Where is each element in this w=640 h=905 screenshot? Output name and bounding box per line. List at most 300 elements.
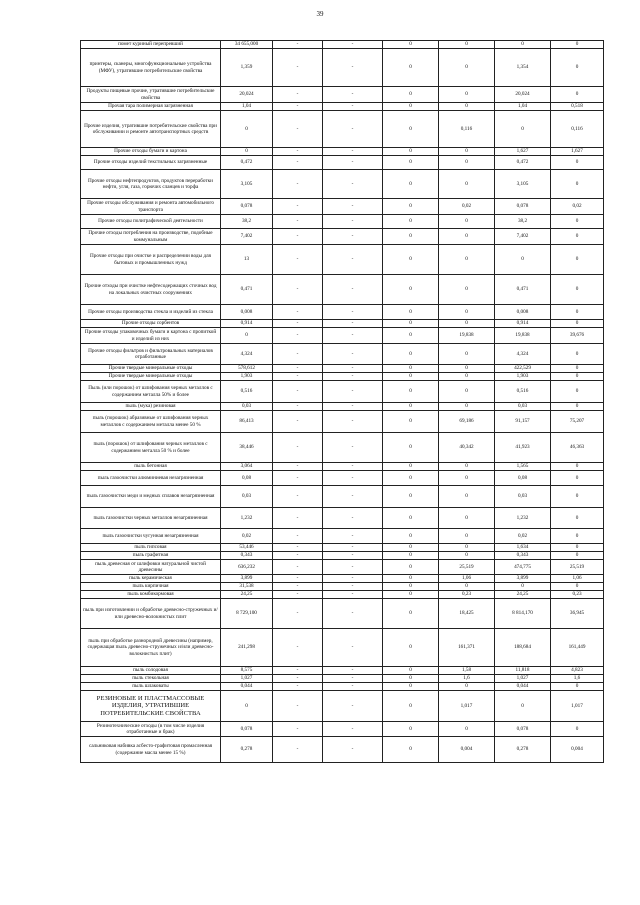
value-cell: - bbox=[323, 508, 383, 529]
value-cell: 0 bbox=[383, 583, 439, 591]
value-cell: 0 bbox=[383, 245, 439, 275]
value-cell: 91,157 bbox=[495, 411, 551, 433]
value-cell: - bbox=[323, 320, 383, 328]
value-cell: 0,471 bbox=[221, 275, 273, 305]
waste-name-cell: Пыль (или порошок) от шлифования черных металлов с содержанием металла 50% и более bbox=[81, 381, 221, 403]
value-cell: 0 bbox=[383, 373, 439, 381]
value-cell: 0 bbox=[439, 87, 495, 103]
value-cell: 24,25 bbox=[495, 591, 551, 599]
value-cell: - bbox=[273, 486, 323, 508]
value-cell: - bbox=[273, 41, 323, 49]
value-cell: 0,471 bbox=[495, 275, 551, 305]
value-cell: - bbox=[273, 381, 323, 403]
value-cell: - bbox=[323, 103, 383, 111]
value-cell: 1,04 bbox=[221, 103, 273, 111]
table-row bbox=[81, 486, 604, 508]
value-cell: 188,684 bbox=[495, 629, 551, 667]
value-cell: 0 bbox=[439, 365, 495, 373]
value-cell: 0 bbox=[439, 529, 495, 544]
table-row bbox=[81, 599, 604, 629]
waste-name-cell: пыль при изготовлении и обработке древесно-стружечных и/или древесно-волокнистых плит bbox=[81, 599, 221, 629]
value-cell: 0 bbox=[551, 508, 604, 529]
value-cell: 0,008 bbox=[221, 305, 273, 320]
value-cell: 1,903 bbox=[495, 373, 551, 381]
value-cell: - bbox=[323, 552, 383, 560]
value-cell: 1,06 bbox=[439, 575, 495, 583]
waste-name-cell: пыль (порошок) от шлифования черных металлов с содержанием металла 50 % и более bbox=[81, 433, 221, 463]
value-cell: 422,529 bbox=[495, 365, 551, 373]
value-cell: 0 bbox=[551, 552, 604, 560]
value-cell: 24,25 bbox=[221, 591, 273, 599]
value-cell: - bbox=[323, 591, 383, 599]
value-cell: 0,23 bbox=[439, 591, 495, 599]
value-cell: 41,923 bbox=[495, 433, 551, 463]
table-row bbox=[81, 215, 604, 229]
value-cell: 0 bbox=[383, 508, 439, 529]
value-cell: 4,823 bbox=[551, 667, 604, 675]
value-cell: 1,903 bbox=[221, 373, 273, 381]
page-number: 39 bbox=[316, 10, 324, 18]
value-cell: 0 bbox=[495, 583, 551, 591]
waste-name-cell: пыль древесная от шлифовки натуральной чистой древесины bbox=[81, 560, 221, 575]
table-row bbox=[81, 591, 604, 599]
waste-name-cell: пыль гипсовая bbox=[81, 544, 221, 552]
waste-name-cell: пыль (порошок) абразивные от шлифования черных металлов с содержанием металла менее 50 % bbox=[81, 411, 221, 433]
value-cell: - bbox=[323, 111, 383, 148]
value-cell: 0 bbox=[439, 722, 495, 737]
value-cell: 474,775 bbox=[495, 560, 551, 575]
value-cell: - bbox=[323, 229, 383, 245]
value-cell: 0 bbox=[551, 544, 604, 552]
value-cell: 0,343 bbox=[495, 552, 551, 560]
value-cell: 0,08 bbox=[221, 471, 273, 486]
table-row bbox=[81, 344, 604, 365]
value-cell: - bbox=[323, 381, 383, 403]
value-cell: 7,402 bbox=[495, 229, 551, 245]
value-cell: 0 bbox=[439, 344, 495, 365]
value-cell: 40,342 bbox=[439, 433, 495, 463]
table-row bbox=[81, 471, 604, 486]
value-cell: - bbox=[323, 156, 383, 170]
value-cell: 20,024 bbox=[221, 87, 273, 103]
value-cell: - bbox=[323, 583, 383, 591]
value-cell: 0,02 bbox=[439, 199, 495, 215]
value-cell: - bbox=[323, 411, 383, 433]
value-cell: 53,446 bbox=[221, 544, 273, 552]
value-cell: 0 bbox=[551, 722, 604, 737]
value-cell: 0 bbox=[551, 683, 604, 691]
value-cell: 0 bbox=[551, 49, 604, 87]
value-cell: 0,02 bbox=[221, 529, 273, 544]
table-row bbox=[81, 683, 604, 691]
value-cell: 0 bbox=[383, 675, 439, 683]
value-cell: 0 bbox=[551, 365, 604, 373]
value-cell: 4,324 bbox=[221, 344, 273, 365]
value-cell: 4,324 bbox=[495, 344, 551, 365]
table-row bbox=[81, 529, 604, 544]
value-cell: 0 bbox=[439, 103, 495, 111]
value-cell: 1,232 bbox=[495, 508, 551, 529]
waste-name-cell: пыль бетонная bbox=[81, 463, 221, 471]
table-row bbox=[81, 433, 604, 463]
table-row bbox=[81, 373, 604, 381]
table-row bbox=[81, 667, 604, 675]
table-row bbox=[81, 148, 604, 156]
value-cell: 0 bbox=[439, 463, 495, 471]
value-cell: 0 bbox=[439, 215, 495, 229]
value-cell: 0 bbox=[495, 111, 551, 148]
value-cell: 0 bbox=[439, 156, 495, 170]
value-cell: 11,818 bbox=[495, 667, 551, 675]
value-cell: 0 bbox=[551, 471, 604, 486]
value-cell: 0 bbox=[439, 170, 495, 199]
value-cell: 46,363 bbox=[551, 433, 604, 463]
value-cell: 0,044 bbox=[495, 683, 551, 691]
value-cell: 0 bbox=[551, 245, 604, 275]
value-cell: - bbox=[273, 722, 323, 737]
value-cell: - bbox=[323, 599, 383, 629]
value-cell: - bbox=[273, 683, 323, 691]
value-cell: 0 bbox=[551, 87, 604, 103]
value-cell: 1,6 bbox=[439, 675, 495, 683]
value-cell: - bbox=[323, 215, 383, 229]
waste-name-cell: пыль графитная bbox=[81, 552, 221, 560]
value-cell: 25,519 bbox=[439, 560, 495, 575]
value-cell: - bbox=[273, 471, 323, 486]
value-cell: - bbox=[273, 275, 323, 305]
waste-name-cell: помет куриный перепревший bbox=[81, 41, 221, 49]
table-row bbox=[81, 305, 604, 320]
value-cell: 0 bbox=[383, 148, 439, 156]
table-row bbox=[81, 229, 604, 245]
value-cell: 161,449 bbox=[551, 629, 604, 667]
value-cell: - bbox=[273, 575, 323, 583]
value-cell: 0 bbox=[551, 275, 604, 305]
table-row bbox=[81, 156, 604, 170]
value-cell: 18,425 bbox=[439, 599, 495, 629]
value-cell: 0,472 bbox=[495, 156, 551, 170]
value-cell: - bbox=[323, 691, 383, 722]
value-cell: 0 bbox=[383, 629, 439, 667]
value-cell: 1,232 bbox=[221, 508, 273, 529]
value-cell: - bbox=[273, 215, 323, 229]
value-cell: 0,03 bbox=[495, 486, 551, 508]
value-cell: 0 bbox=[439, 583, 495, 591]
value-cell: - bbox=[323, 675, 383, 683]
waste-name-cell: Прочие твердые минеральные отходы bbox=[81, 365, 221, 373]
value-cell: 8,575 bbox=[221, 667, 273, 675]
value-cell: - bbox=[323, 433, 383, 463]
waste-name-cell: Прочие отходы при очистке нефтесодержащих сточных вод на локальных очистных сооружениях bbox=[81, 275, 221, 305]
value-cell: 19,838 bbox=[439, 328, 495, 344]
table-row bbox=[81, 87, 604, 103]
value-cell: 1,017 bbox=[439, 691, 495, 722]
waste-name-cell: Прочие отходы при очистке и распределении воды для бытовых и промышленных нужд bbox=[81, 245, 221, 275]
waste-name-cell: пыль шлаковаты bbox=[81, 683, 221, 691]
value-cell: 0 bbox=[383, 591, 439, 599]
value-cell: 0 bbox=[551, 215, 604, 229]
value-cell: - bbox=[273, 508, 323, 529]
value-cell: - bbox=[323, 463, 383, 471]
value-cell: 0 bbox=[439, 508, 495, 529]
value-cell: - bbox=[273, 320, 323, 328]
value-cell: 0,078 bbox=[495, 199, 551, 215]
value-cell: 0 bbox=[383, 463, 439, 471]
value-cell: 0,23 bbox=[551, 591, 604, 599]
table-row bbox=[81, 629, 604, 667]
table-row bbox=[81, 552, 604, 560]
value-cell: 38,2 bbox=[495, 215, 551, 229]
table-row bbox=[81, 411, 604, 433]
value-cell: 0,516 bbox=[221, 381, 273, 403]
value-cell: - bbox=[323, 544, 383, 552]
waste-name-cell: пыль кирпичная bbox=[81, 583, 221, 591]
value-cell: 3,899 bbox=[495, 575, 551, 583]
table-row bbox=[81, 508, 604, 529]
value-cell: 0 bbox=[383, 344, 439, 365]
value-cell: 0 bbox=[383, 560, 439, 575]
value-cell: - bbox=[323, 403, 383, 411]
table-row bbox=[81, 275, 604, 305]
value-cell: 13 bbox=[221, 245, 273, 275]
value-cell: 0 bbox=[383, 722, 439, 737]
value-cell: - bbox=[323, 328, 383, 344]
value-cell: 0 bbox=[383, 486, 439, 508]
value-cell: - bbox=[323, 41, 383, 49]
value-cell: - bbox=[273, 156, 323, 170]
value-cell: - bbox=[323, 486, 383, 508]
value-cell: 0,02 bbox=[551, 199, 604, 215]
value-cell: 1,58 bbox=[439, 667, 495, 675]
value-cell: - bbox=[323, 373, 383, 381]
waste-table bbox=[80, 40, 604, 763]
value-cell: - bbox=[273, 344, 323, 365]
value-cell: 0 bbox=[551, 344, 604, 365]
value-cell: 34 655,000 bbox=[221, 41, 273, 49]
table-row bbox=[81, 560, 604, 575]
value-cell: 0 bbox=[383, 103, 439, 111]
value-cell: - bbox=[273, 675, 323, 683]
value-cell: 0,004 bbox=[439, 737, 495, 763]
value-cell: 0 bbox=[439, 381, 495, 403]
waste-name-cell: Прочие отходы бумаги и картона bbox=[81, 148, 221, 156]
value-cell: 0 bbox=[383, 365, 439, 373]
value-cell: 0,914 bbox=[221, 320, 273, 328]
value-cell: 0 bbox=[383, 683, 439, 691]
value-cell: 0,044 bbox=[221, 683, 273, 691]
value-cell: - bbox=[323, 683, 383, 691]
value-cell: 161,371 bbox=[439, 629, 495, 667]
value-cell: 0 bbox=[551, 463, 604, 471]
value-cell: 0 bbox=[495, 691, 551, 722]
value-cell: 1,634 bbox=[495, 544, 551, 552]
table-row bbox=[81, 381, 604, 403]
value-cell: - bbox=[273, 365, 323, 373]
table-row bbox=[81, 403, 604, 411]
value-cell: 0 bbox=[551, 170, 604, 199]
value-cell: 0 bbox=[383, 433, 439, 463]
table-row bbox=[81, 170, 604, 199]
waste-name-cell: сальниковая набивка асбесто-графитовая промасленная (содержание масла менее 15 %) bbox=[81, 737, 221, 763]
value-cell: 0 bbox=[495, 245, 551, 275]
waste-name-cell: пыль стекольная bbox=[81, 675, 221, 683]
value-cell: 0 bbox=[439, 148, 495, 156]
value-cell: 0 bbox=[383, 87, 439, 103]
waste-name-cell: Резинотехнические отходы (в том числе изделия отработанные и брак) bbox=[81, 722, 221, 737]
value-cell: 0 bbox=[383, 156, 439, 170]
waste-name-cell: Прочие отходы фильтров и фильтровальных материалов отработанные bbox=[81, 344, 221, 365]
waste-name-cell: Прочие отходы изделий текстильных загрязненные bbox=[81, 156, 221, 170]
table-row bbox=[81, 575, 604, 583]
waste-name-cell: Прочие изделия, утратившие потребительские свойства при обслуживании и ремонте автотранспортных средств bbox=[81, 111, 221, 148]
value-cell: 0,343 bbox=[221, 552, 273, 560]
value-cell: - bbox=[273, 411, 323, 433]
value-cell: 7,402 bbox=[221, 229, 273, 245]
value-cell: 0,278 bbox=[495, 737, 551, 763]
value-cell: - bbox=[273, 103, 323, 111]
value-cell: - bbox=[323, 365, 383, 373]
waste-name-cell: Прочие отходы упаковочных бумаги и картона с пропиткой и изделий из них bbox=[81, 328, 221, 344]
table-row bbox=[81, 722, 604, 737]
waste-name-cell: Прочие отходы полиграфической деятельности bbox=[81, 215, 221, 229]
value-cell: 0,03 bbox=[221, 403, 273, 411]
value-cell: 0,004 bbox=[551, 737, 604, 763]
value-cell: 1,04 bbox=[495, 103, 551, 111]
value-cell: - bbox=[273, 199, 323, 215]
value-cell: 0 bbox=[439, 245, 495, 275]
value-cell: 0 bbox=[383, 575, 439, 583]
value-cell: - bbox=[323, 560, 383, 575]
value-cell: - bbox=[323, 148, 383, 156]
value-cell: 8 814,170 bbox=[495, 599, 551, 629]
value-cell: 0 bbox=[439, 683, 495, 691]
value-cell: 0 bbox=[551, 41, 604, 49]
value-cell: - bbox=[323, 305, 383, 320]
value-cell: 3,105 bbox=[495, 170, 551, 199]
value-cell: - bbox=[273, 691, 323, 722]
value-cell: - bbox=[273, 667, 323, 675]
table-row bbox=[81, 328, 604, 344]
value-cell: 39,676 bbox=[551, 328, 604, 344]
value-cell: 0 bbox=[383, 305, 439, 320]
value-cell: - bbox=[273, 544, 323, 552]
value-cell: 1,6 bbox=[551, 675, 604, 683]
waste-name-cell: РЕЗИНОВЫЕ И ПЛАСТМАССОВЫЕ ИЗДЕЛИЯ, УТРАТИВШИЕ ПОТРЕБИТЕЛЬСКИЕ СВОЙСТВА bbox=[81, 691, 221, 722]
value-cell: - bbox=[273, 373, 323, 381]
value-cell: 0 bbox=[383, 41, 439, 49]
value-cell: 8 729,100 bbox=[221, 599, 273, 629]
value-cell: 25,519 bbox=[551, 560, 604, 575]
waste-name-cell: Прочие отходы производства стекла и изделий из стекла bbox=[81, 305, 221, 320]
value-cell: - bbox=[273, 49, 323, 87]
waste-name-cell: пыль солодовая bbox=[81, 667, 221, 675]
value-cell: 0,03 bbox=[495, 403, 551, 411]
value-cell: 0 bbox=[551, 583, 604, 591]
value-cell: - bbox=[323, 170, 383, 199]
value-cell: 1,027 bbox=[221, 675, 273, 683]
value-cell: 0,914 bbox=[495, 320, 551, 328]
value-cell: 636,232 bbox=[221, 560, 273, 575]
value-cell: 0 bbox=[439, 471, 495, 486]
value-cell: 31,538 bbox=[221, 583, 273, 591]
value-cell: - bbox=[323, 245, 383, 275]
value-cell: - bbox=[273, 583, 323, 591]
value-cell: - bbox=[273, 229, 323, 245]
value-cell: 578,612 bbox=[221, 365, 273, 373]
value-cell: 0 bbox=[551, 156, 604, 170]
value-cell: - bbox=[323, 722, 383, 737]
value-cell: 0 bbox=[383, 328, 439, 344]
value-cell: 0 bbox=[439, 305, 495, 320]
value-cell: 0,08 bbox=[495, 471, 551, 486]
value-cell: 0,03 bbox=[221, 486, 273, 508]
value-cell: - bbox=[273, 433, 323, 463]
value-cell: 0 bbox=[383, 411, 439, 433]
value-cell: 0 bbox=[221, 691, 273, 722]
value-cell: 0 bbox=[383, 111, 439, 148]
value-cell: 0,02 bbox=[495, 529, 551, 544]
table-row bbox=[81, 544, 604, 552]
value-cell: 0 bbox=[221, 148, 273, 156]
value-cell: 1,354 bbox=[495, 49, 551, 87]
value-cell: 0 bbox=[383, 544, 439, 552]
value-cell: 0 bbox=[383, 691, 439, 722]
waste-name-cell: пыль газоочистки чугунная незагрязненная bbox=[81, 529, 221, 544]
table-row bbox=[81, 41, 604, 49]
value-cell: 0,078 bbox=[221, 722, 273, 737]
table-row bbox=[81, 103, 604, 111]
value-cell: 0 bbox=[439, 229, 495, 245]
value-cell: - bbox=[273, 737, 323, 763]
value-cell: - bbox=[323, 629, 383, 667]
value-cell: 0 bbox=[439, 544, 495, 552]
table-row bbox=[81, 365, 604, 373]
value-cell: - bbox=[273, 599, 323, 629]
value-cell: 0 bbox=[439, 41, 495, 49]
value-cell: 20,024 bbox=[495, 87, 551, 103]
value-cell: 1,359 bbox=[221, 49, 273, 87]
value-cell: - bbox=[273, 245, 323, 275]
value-cell: 0 bbox=[551, 320, 604, 328]
value-cell: 0,078 bbox=[495, 722, 551, 737]
value-cell: - bbox=[273, 463, 323, 471]
value-cell: - bbox=[273, 305, 323, 320]
value-cell: 0,078 bbox=[221, 199, 273, 215]
value-cell: 1,627 bbox=[495, 148, 551, 156]
value-cell: - bbox=[273, 591, 323, 599]
value-cell: 0 bbox=[439, 552, 495, 560]
value-cell: - bbox=[323, 344, 383, 365]
waste-name-cell: Прочие твердые минеральные отходы bbox=[81, 373, 221, 381]
value-cell: 0 bbox=[383, 667, 439, 675]
waste-name-cell: пыль (мука) резиновая bbox=[81, 403, 221, 411]
value-cell: 0 bbox=[383, 215, 439, 229]
table-row bbox=[81, 691, 604, 722]
table-row bbox=[81, 737, 604, 763]
value-cell: 241,298 bbox=[221, 629, 273, 667]
waste-name-cell: Прочая тара полимерная загрязненная bbox=[81, 103, 221, 111]
value-cell: - bbox=[323, 471, 383, 486]
value-cell: - bbox=[273, 629, 323, 667]
waste-name-cell: Прочие отходы нефтепродуктов, продуктов переработки нефти, угля, газа, горючих сланцев и торфа bbox=[81, 170, 221, 199]
waste-name-cell: Продукты пищевые прочие, утратившие потребительские свойства bbox=[81, 87, 221, 103]
waste-name-cell: пыль газоочистки алюминиевая незагрязненная bbox=[81, 471, 221, 486]
waste-name-cell: пыль комбикормовая bbox=[81, 591, 221, 599]
value-cell: 75,207 bbox=[551, 411, 604, 433]
waste-name-cell: пыль при обработке разнородной древесины (например, содержащая пыль древесно-стружечных и/или древесно-волокнистых плит) bbox=[81, 629, 221, 667]
value-cell: 36,945 bbox=[551, 599, 604, 629]
value-cell: - bbox=[273, 170, 323, 199]
